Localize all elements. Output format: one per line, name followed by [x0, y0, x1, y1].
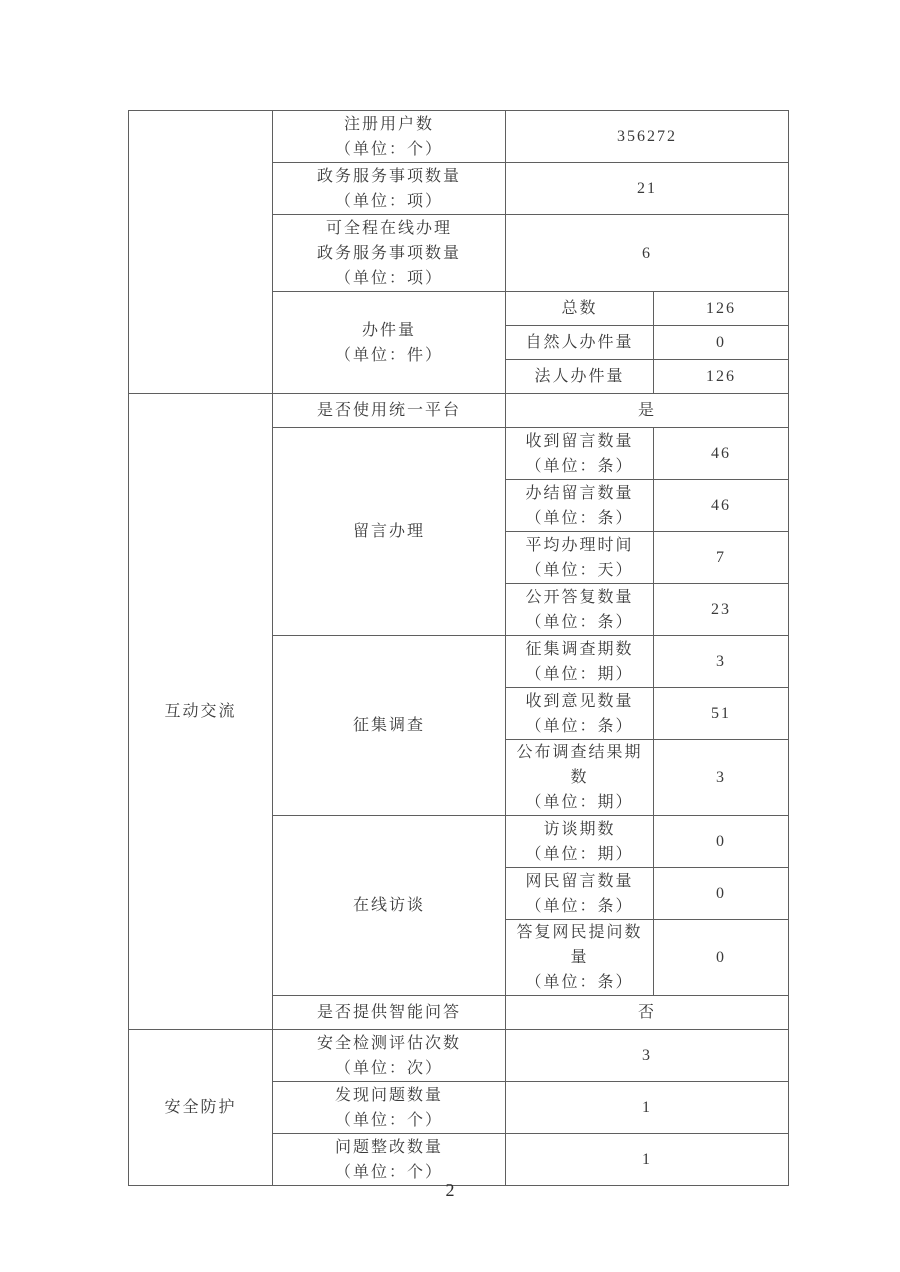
- page-number: 2: [445, 1180, 455, 1200]
- sub-metric-value: 7: [654, 532, 789, 584]
- sub-metric-label: 公布调查结果期数: [516, 744, 643, 786]
- metric-label: 政务服务事项数量: [316, 167, 461, 185]
- sub-metric-label: 法人办件量: [506, 360, 654, 394]
- sub-metric-label-cell: [506, 868, 654, 920]
- sub-metric-value: 0: [654, 920, 789, 996]
- sub-metric-label: 平均办理时间: [525, 536, 634, 554]
- sub-metric-label: 收到意见数量: [525, 692, 634, 710]
- sub-metric-value: 3: [654, 740, 789, 816]
- sub-metric-label-cell: [506, 480, 654, 532]
- metric-label-cell: [273, 1030, 506, 1082]
- metric-label: 政务服务事项数量: [316, 244, 461, 262]
- sub-metric-unit: （单位：期）: [525, 794, 634, 811]
- sub-metric-value: 46: [654, 428, 789, 480]
- sub-metric-label-cell: [506, 740, 654, 816]
- metric-label: 可全程在线办理: [325, 219, 452, 237]
- metric-value: 3: [506, 1030, 789, 1082]
- sub-metric-value: 0: [654, 816, 789, 868]
- metric-label-cell: [273, 1134, 506, 1186]
- sub-metric-label-cell: [506, 636, 654, 688]
- group-label-cell-cases: [273, 292, 506, 394]
- sub-metric-label-cell: [506, 532, 654, 584]
- sub-metric-unit: （单位：条）: [525, 613, 634, 631]
- sub-metric-label: 访谈期数: [543, 820, 616, 838]
- sub-metric-value: 51: [654, 688, 789, 740]
- group-label-cell-interview: 在线访谈: [273, 816, 506, 996]
- sub-metric-unit: （单位：条）: [525, 457, 634, 475]
- metric-label: 发现问题数量: [334, 1086, 443, 1104]
- metric-value: 1: [506, 1134, 789, 1186]
- sub-metric-label-cell: [506, 688, 654, 740]
- sub-metric-label: 公开答复数量: [525, 588, 634, 606]
- table-row: [129, 1030, 789, 1082]
- metric-label-cell: [273, 1082, 506, 1134]
- table-row: [129, 394, 789, 428]
- sub-metric-value: 3: [654, 636, 789, 688]
- metric-unit: （单位：个）: [334, 140, 443, 158]
- table-row: [129, 111, 789, 163]
- sub-metric-label-cell: [506, 584, 654, 636]
- sub-metric-unit: （单位：期）: [525, 845, 634, 863]
- metric-unit: （单位：项）: [334, 269, 443, 287]
- metric-label-cell: 是否使用统一平台: [273, 394, 506, 428]
- metric-unit: （单位：项）: [334, 192, 443, 210]
- metric-value: 356272: [506, 111, 789, 163]
- sub-metric-value: 46: [654, 480, 789, 532]
- sub-metric-value: 23: [654, 584, 789, 636]
- metric-label-cell: [273, 111, 506, 163]
- sub-metric-label: 答复网民提问数量: [516, 924, 643, 966]
- sub-metric-value: 0: [654, 868, 789, 920]
- group-label-cell-survey: 征集调查: [273, 636, 506, 816]
- group-label-cell-messages: 留言办理: [273, 428, 506, 636]
- metric-label: 注册用户数: [343, 115, 434, 133]
- sub-metric-unit: （单位：条）: [525, 509, 634, 527]
- metric-unit: （单位：个）: [334, 1163, 443, 1181]
- metric-unit: （单位：次）: [334, 1059, 443, 1077]
- report-table: [128, 110, 789, 1186]
- group-label: 办件量: [361, 321, 416, 339]
- sub-metric-unit: （单位：条）: [525, 974, 634, 991]
- sub-metric-unit: （单位：期）: [525, 665, 634, 683]
- metric-value: 否: [506, 996, 789, 1030]
- sub-metric-unit: （单位：条）: [525, 717, 634, 735]
- sub-metric-label: 征集调查期数: [525, 640, 634, 658]
- group-unit: （单位：件）: [334, 346, 443, 364]
- sub-metric-label-cell: [506, 816, 654, 868]
- metric-value: 21: [506, 163, 789, 215]
- sub-metric-label: 网民留言数量: [525, 872, 634, 890]
- metric-label-cell: [273, 163, 506, 215]
- section-label-cell-interaction: 互动交流: [129, 394, 273, 1030]
- metric-label: 问题整改数量: [334, 1138, 443, 1156]
- metric-value: 6: [506, 215, 789, 292]
- metric-label-cell: 是否提供智能问答: [273, 996, 506, 1030]
- sub-metric-label-cell: [506, 920, 654, 996]
- sub-metric-unit: （单位：条）: [525, 897, 634, 915]
- metric-value: 1: [506, 1082, 789, 1134]
- sub-metric-label: 总数: [506, 292, 654, 326]
- metric-value: 是: [506, 394, 789, 428]
- section-label-cell-security: 安全防护: [129, 1030, 273, 1186]
- sub-metric-label-cell: [506, 428, 654, 480]
- sub-metric-label: 自然人办件量: [506, 326, 654, 360]
- metric-unit: （单位：个）: [334, 1111, 443, 1129]
- section-label-cell-top: [129, 111, 273, 394]
- metric-label-cell: [273, 215, 506, 292]
- sub-metric-value: 126: [654, 360, 789, 394]
- sub-metric-label: 收到留言数量: [525, 432, 634, 450]
- sub-metric-value: 126: [654, 292, 789, 326]
- metric-label: 安全检测评估次数: [316, 1034, 461, 1052]
- sub-metric-label: 办结留言数量: [525, 484, 634, 502]
- sub-metric-value: 0: [654, 326, 789, 360]
- sub-metric-unit: （单位：天）: [525, 561, 634, 579]
